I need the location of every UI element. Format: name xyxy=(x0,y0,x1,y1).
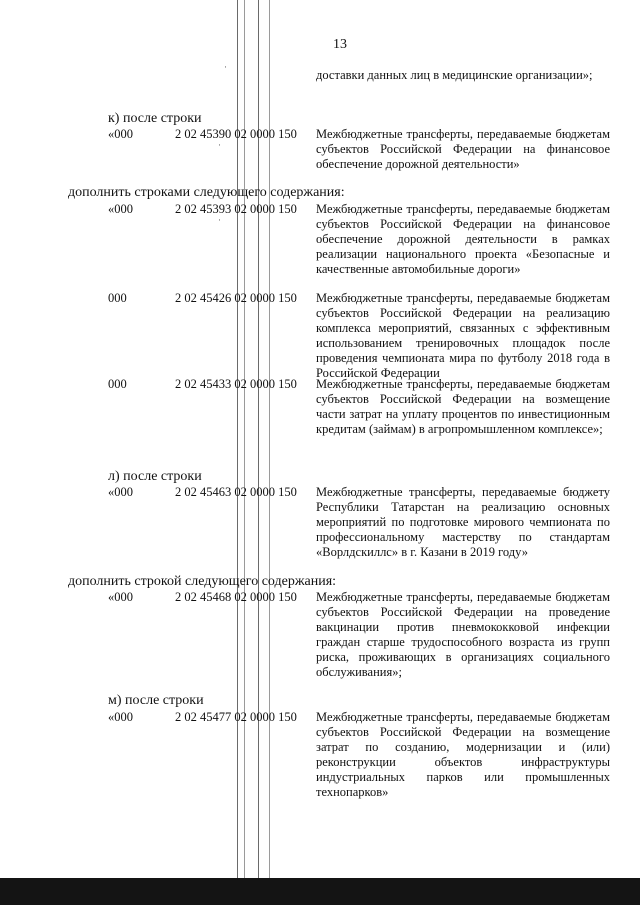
row-description: Межбюджетные трансферты, передаваемые бюджетам субъектов Российской Федерации на реализацию комплекса мероприятий, связанных с эффективным использованием тренировочных площадок после проведения чемпионата мира по футболу 2018 года в Российской Федерации xyxy=(316,291,610,380)
row-prefix: 000 xyxy=(108,377,127,391)
row-prefix: «000 xyxy=(108,127,133,141)
section-heading-add-row: дополнить строкой следующего содержания: xyxy=(68,574,337,589)
scan-bottom-edge xyxy=(0,878,640,905)
row-prefix: «000 xyxy=(108,710,133,724)
row-description: Межбюджетные трансферты, передаваемые бюджетам субъектов Российской Федерации на возмещение части затрат на уплату процентов по инвестиционным кредитам (займам) в агропромышленном комплексе»; xyxy=(316,377,610,436)
row-prefix: 000 xyxy=(108,291,127,305)
row-prefix: «000 xyxy=(108,202,133,216)
section-heading-k: к) после строки xyxy=(108,111,202,126)
row-description: Межбюджетные трансферты, передаваемые бюджетам субъектов Российской Федерации на финансовое обеспечение дорожной деятельности» xyxy=(316,127,610,171)
row-code: 2 02 45463 02 0000 150 xyxy=(175,485,297,499)
row-code: 2 02 45393 02 0000 150 xyxy=(175,202,297,216)
row-code: 2 02 45468 02 0000 150 xyxy=(175,590,297,604)
row-description: Межбюджетные трансферты, передаваемые бюджетам субъектов Российской Федерации на возмещение затрат по созданию, модернизации и (или) реконструкции объектов инфраструктуры индустриальных парков или промышленных технопарков» xyxy=(316,710,610,799)
row-code: 2 02 45390 02 0000 150 xyxy=(175,127,297,141)
section-heading-m: м) после строки xyxy=(108,693,204,708)
section-heading-add-rows: дополнить строками следующего содержания: xyxy=(68,185,345,200)
section-heading-l: л) после строки xyxy=(108,469,202,484)
row-code: 2 02 45477 02 0000 150 xyxy=(175,710,297,724)
row-prefix: «000 xyxy=(108,590,133,604)
row-description: Межбюджетные трансферты, передаваемые бюджетам субъектов Российской Федерации на финансовое обеспечение дорожной деятельности в рамках реализации национального проекта «Безопасные и качественные автомобильные дороги» xyxy=(316,202,610,276)
row-prefix: «000 xyxy=(108,485,133,499)
row-description: Межбюджетные трансферты, передаваемые бюджету Республики Татарстан на реализацию основных мероприятий по подготовке мирового чемпионата по профессиональному мастерству по стандартам «Ворлдскиллс» в г. Казани в 2019 году» xyxy=(316,485,610,559)
scan-speck: · xyxy=(218,215,221,225)
row-description: Межбюджетные трансферты, передаваемые бюджетам субъектов Российской Федерации на проведение вакцинации против пневмококковой инфекции граждан старше трудоспособного возраста из групп риска, проживающих в организациях социального обслуживания»; xyxy=(316,590,610,679)
row-code: 2 02 45433 02 0000 150 xyxy=(175,377,297,391)
scan-speck: · xyxy=(224,62,227,72)
row-code: 2 02 45426 02 0000 150 xyxy=(175,291,297,305)
intro-tail-text: доставки данных лиц в медицинские организации»; xyxy=(316,68,593,82)
page-number: 13 xyxy=(333,37,347,52)
scan-speck: · xyxy=(218,140,221,150)
